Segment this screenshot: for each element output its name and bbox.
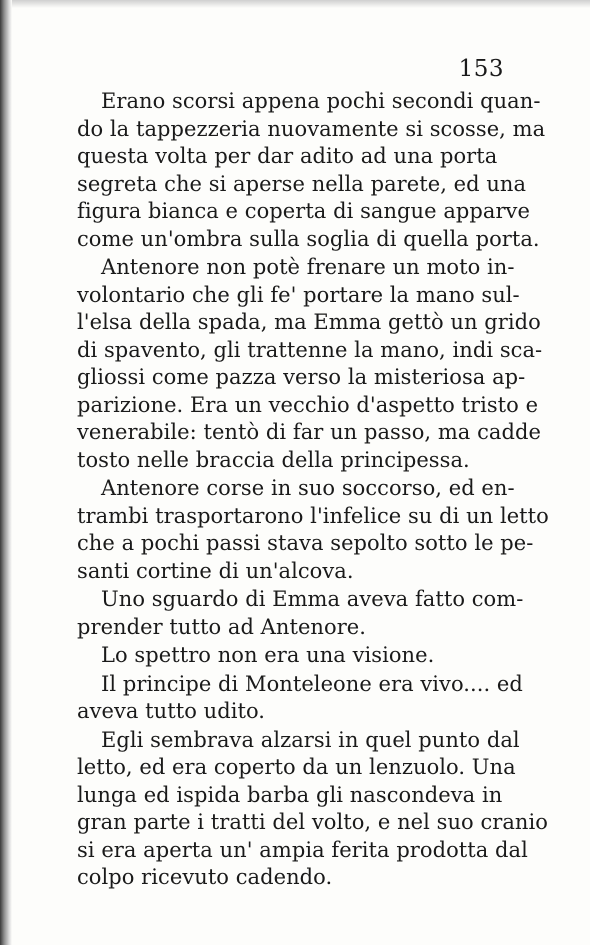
body-text xyxy=(77,88,549,893)
paragraph xyxy=(77,586,524,641)
text-line: di spavento, gli trattenne la mano, indi sca- xyxy=(77,337,543,362)
text-line: gliossi come pazza verso la misteriosa ap- xyxy=(77,365,526,389)
page-top-edge xyxy=(12,0,590,8)
paragraph xyxy=(77,254,543,474)
text-line: Antenore non potè frenare un moto in- xyxy=(101,255,515,279)
text-line: parizione. Era un vecchio d'aspetto tristo e xyxy=(77,392,539,417)
text-line: venerabile: tentò di far un passo, ma cadde xyxy=(77,420,541,444)
text-line: Egli sembrava alzarsi in quel punto dal xyxy=(101,727,520,752)
paragraph xyxy=(77,475,549,585)
text-line: Erano scorsi appena pochi secondi quan- xyxy=(101,89,541,113)
paragraph xyxy=(77,671,523,726)
text-line: l'elsa della spada, ma Emma gettò un grido xyxy=(77,310,541,334)
text-line: aveva tutto udito. xyxy=(77,699,266,723)
page-number: 153 xyxy=(458,56,504,82)
text-line: questa volta per dar adito ad una porta xyxy=(77,144,498,168)
text-line: gran parte i tratti del volto, e nel suo cranio xyxy=(77,810,548,834)
paragraph xyxy=(77,88,546,253)
text-line: letto, ed era coperto da un lenzuolo. Una xyxy=(77,755,516,779)
text-line: trambi trasportarono l'infelice su di un letto xyxy=(77,503,549,528)
text-line: do la tappezzeria nuovamente si scosse, ma xyxy=(77,116,546,141)
text-line: Uno sguardo di Emma aveva fatto com- xyxy=(101,587,524,611)
text-line: colpo ricevuto cadendo. xyxy=(77,865,333,889)
text-line: lunga ed ispida barba gli nascondeva in xyxy=(77,782,503,807)
text-line: come un'ombra sulla soglia di quella porta. xyxy=(77,226,540,251)
text-line: Lo spettro non era una visione. xyxy=(101,643,435,667)
text-line: Antenore corse in suo soccorso, ed en- xyxy=(101,476,515,500)
text-line: volontario che gli fe' portare la mano sul- xyxy=(77,282,520,307)
text-line: Il principe di Monteleone era vivo.... ed xyxy=(101,671,523,696)
text-line: segreta che si aperse nella parete, ed una xyxy=(77,171,527,196)
text-line: figura bianca e coperta di sangue apparve xyxy=(77,199,530,223)
page-binding-edge xyxy=(0,0,12,945)
paragraph xyxy=(77,727,548,892)
text-line: santi cortine di un'alcova. xyxy=(77,558,354,583)
paragraph xyxy=(77,642,490,670)
text-line: si era aperta un' ampia ferita prodotta dal xyxy=(77,837,528,862)
text-line: che a pochi passi stava sepolto sotto le pe- xyxy=(77,531,534,555)
text-line: tosto nelle braccia della principessa. xyxy=(77,447,470,472)
text-line: prender tutto ad Antenore. xyxy=(77,614,366,639)
